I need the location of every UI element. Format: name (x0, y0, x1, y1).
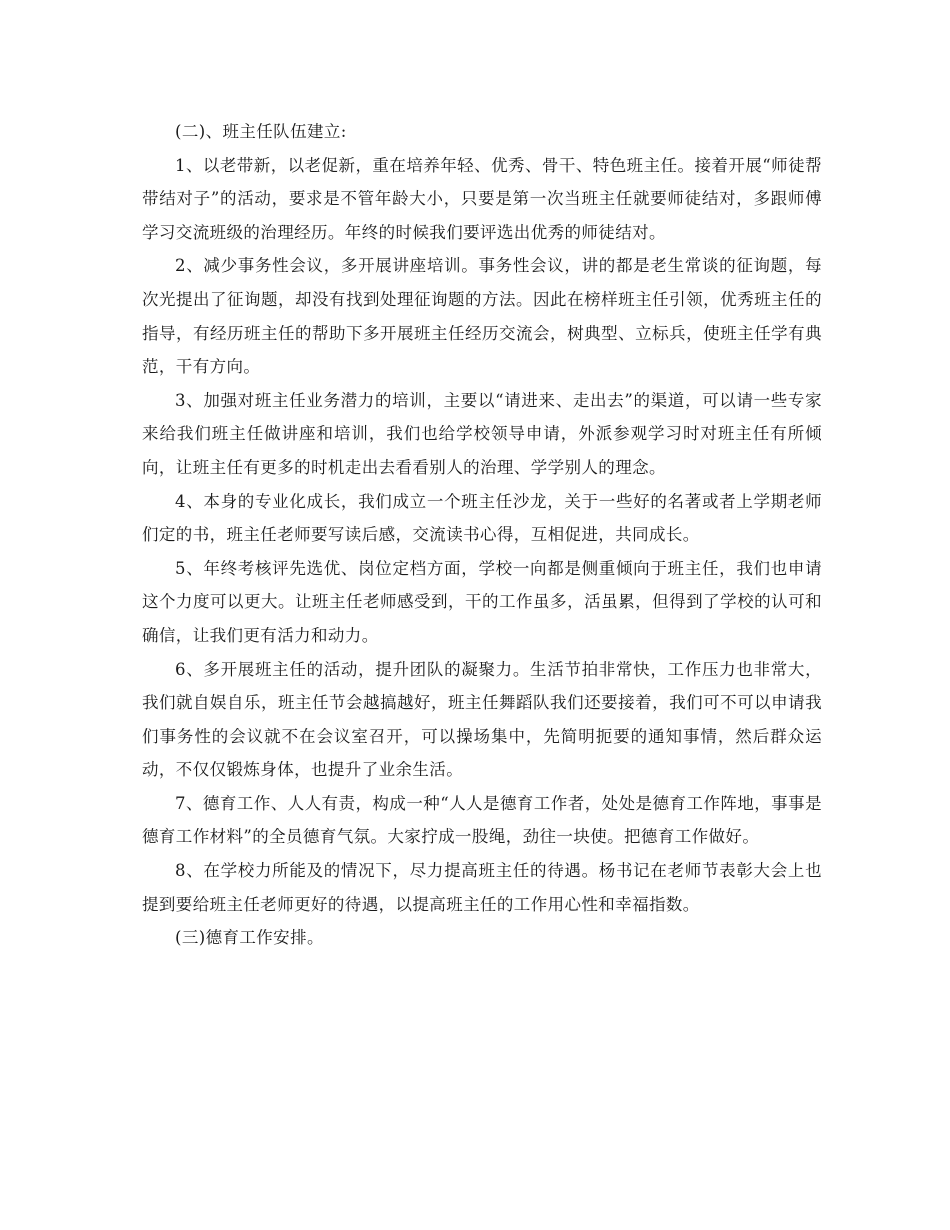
paragraph-5: 5、年终考核评先选优、岗位定档方面，学校一向都是侧重倾向于班主任，我们也申请这个力度可以更大。让班主任老师感受到，干的工作虽多，活虽累，但得到了学校的认可和确信，让我们更有活力和动力。 (142, 558, 822, 645)
section-heading-3: (三)德育工作安排。 (175, 928, 324, 948)
paragraph-3: 3、加强对班主任业务潜力的培训，主要以“请进来、走出去”的渠道，可以请一些专家来给我们班主任做讲座和培训，我们也给学校领导申请，外派参观学习时对班主任有所倾向，让班主任有更多的时机走出去看看别人的治理、学学别人的理念。 (142, 390, 822, 477)
document-body (142, 115, 822, 955)
paragraph-4: 4、本身的专业化成长，我们成立一个班主任沙龙，关于一些好的名著或者上学期老师们定的书，班主任老师要写读后感，交流读书心得，互相促进，共同成长。 (142, 491, 822, 545)
paragraph-1: 1、以老带新，以老促新，重在培养年轻、优秀、骨干、特色班主任。接着开展“师徒帮带结对子”的活动，要求是不管年龄大小，只要是第一次当班主任就要师徒结对，多跟师傅学习交流班级的治理经历。年终的时候我们要评选出优秀的师徒结对。 (142, 155, 822, 242)
paragraph-8: 8、在学校力所能及的情况下，尽力提高班主任的待遇。杨书记在老师节表彰大会上也提到要给班主任老师更好的待遇，以提高班主任的工作用心性和幸福指数。 (142, 861, 822, 914)
paragraph-2: 2、减少事务性会议，多开展讲座培训。事务性会议，讲的都是老生常谈的征询题，每次光提出了征询题，却没有找到处理征询题的方法。因此在榜样班主任引领，优秀班主任的指导，有经历班主任的帮助下多开展班主任经历交流会，树典型、立标兵，使班主任学有典范，干有方向。 (142, 256, 822, 377)
paragraph-7: 7、德育工作、人人有责，构成一种“人人是德育工作者，处处是德育工作阵地，事事是德育工作材料”的全员德育气氛。大家拧成一股绳，劲往一块使。把德育工作做好。 (142, 793, 822, 847)
section-heading-2: (二)、班主任队伍建立: (175, 122, 347, 141)
paragraph-6: 6、多开展班主任的活动，提升团队的凝聚力。生活节拍非常快，工作压力也非常大，我们就自娱自乐，班主任节会越搞越好，班主任舞蹈队我们还要接着，我们可不可以申请我们事务性的会议就不在会议室召开，可以操场集中，先简明扼要的通知事情，然后群众运动，不仅仅锻炼身体，也提升了业余生活。 (142, 659, 822, 780)
